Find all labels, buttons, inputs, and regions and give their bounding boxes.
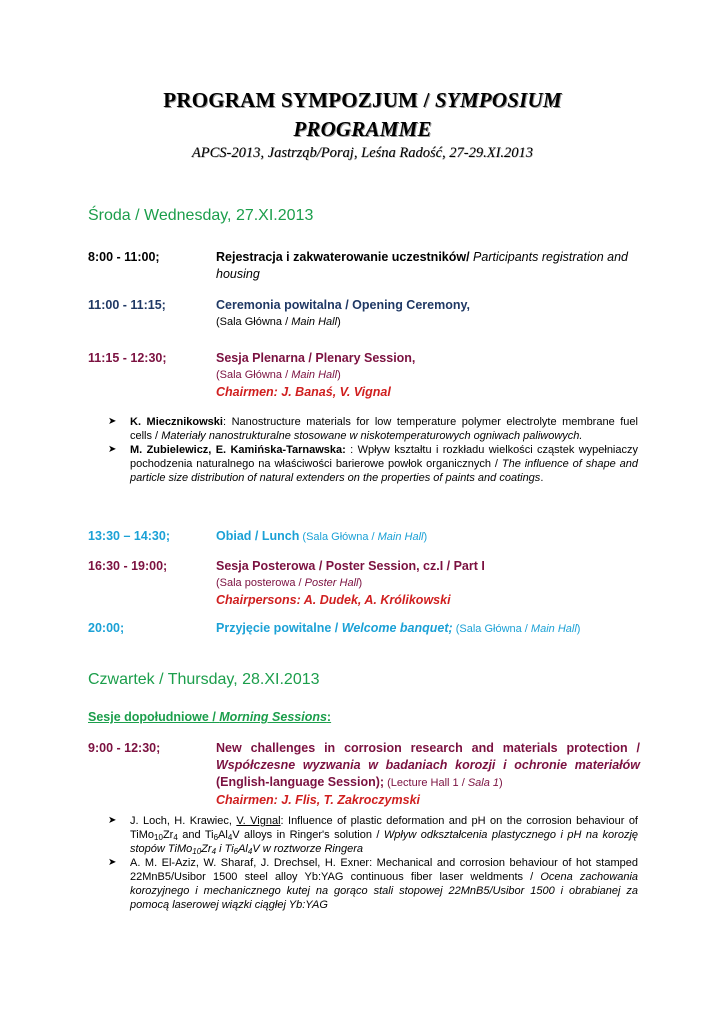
row-body [216,297,640,331]
room-label-pl: Sala 1 [467,777,500,789]
event-title-en: Participants registration and housing [216,250,628,281]
list-item [108,415,638,443]
list-item [108,856,638,912]
row-body [216,740,640,809]
room-end: ) [499,777,503,789]
talk-author: K. Miecznikowski [130,416,223,428]
event-title-en: Welcome banquet; [341,621,453,635]
talk-text: Zr [201,843,212,855]
subscript: 6 [213,833,219,842]
session-title-pl: Współczesne wyzwania w badaniach korozji i ochronie materiałów [216,758,640,772]
room [299,531,427,543]
room-label-en: Main Hall [530,623,577,635]
document-subtitle: APCS-2013, Jastrząb/Poraj, Leśna Radość, 27-29.XI.2013 [191,145,534,161]
talk-presenter: V. Vignal [236,815,281,827]
row-body [216,620,640,638]
section-heading-morning [88,710,331,724]
room-end: ) [337,369,341,381]
time: 13:30 – 14:30; [88,529,171,543]
talk-text-translation: Materiały nanostrukturalne stosowane w niskotemperaturowych ogniwach paliwowych. [161,430,583,442]
arrow-bullet-icon: ➤ [108,416,117,427]
event-title: Sesja Posterowa / Poster Session, cz.I / Part I [216,559,485,573]
talk-text: Al [238,843,248,855]
talk-text: A. M. El-Aziz, W. Sharaf, J. Drechsel, H. Exner: Mechanical and corrosion behaviour of hot stamped 22MnB5/Usibor 1500 steel alloy Yb:YAG continuous fiber laser weldments / [130,857,638,883]
talk-text: Zr [162,829,174,841]
talk-author: M. Zubielewicz, E. Kamińska-Tarnawska: [130,444,346,456]
subscript: 4 [227,833,233,842]
chairmen: Chairmen: J. Banaś, V. Vignal [216,385,391,399]
time: 11:15 - 12:30; [88,351,167,365]
arrow-bullet-icon: ➤ [108,444,117,455]
room [216,575,640,592]
subscript: 4 [211,847,217,856]
title-plain: PROGRAM SYMPOZJUM / [163,88,436,112]
row-body [216,558,640,609]
room-end: ) [358,577,363,589]
talk-text: V w roztworze Ringera [252,843,363,855]
room-label: (Sala Główna / [452,623,531,635]
event-title: Rejestracja i zakwaterowanie uczestników/ [216,250,470,264]
title-italic: SYMPOSIUM [435,88,562,112]
talk-text-translation: The influence of shape and particle size distribution of natural extenders on the properties of paints and coatings [130,458,638,484]
row-body [216,350,640,401]
time: 8:00 - 11:00; [88,250,160,264]
event-title: Przyjęcie powitalne / [216,621,342,635]
day-heading-thursday: Czwartek / Thursday, 28.XI.2013 [88,671,320,688]
room-end: ) [576,623,581,635]
event-title: Sesja Plenarna / Plenary Session, [216,351,416,365]
room-label: (Sala Główna / [216,369,292,381]
room-label-en: Poster Hall [304,577,359,589]
room-label: (Sala posterowa / [216,577,305,589]
chairpersons: Chairpersons: A. Dudek, A. Królikowski [216,593,451,607]
title-line2: PROGRAMME [293,117,432,141]
subscript: 4 [247,847,253,856]
room-label: (Sala Główna / [216,316,292,328]
talk-authors: J. Loch, H. Krawiec, [130,815,237,827]
time: 11:00 - 11:15; [88,298,166,312]
day-heading-wednesday: Środa / Wednesday, 27.XI.2013 [88,207,314,224]
talk-text-translation: Ocena zachowania korozyjnego i mechanicznego kutej na gorąco stali stopowej 22MnB5/Usibor 1500 i obrabianej za pomocą laserowej wiązki ciągłej Yb:YAG [130,871,639,911]
event-title: Ceremonia powitalna / Opening Ceremony, [216,298,470,312]
list-item [108,443,638,485]
session-title-end: (English-language Session); [216,775,385,789]
room-end: ) [423,531,428,543]
row-body [216,528,640,546]
talk-text: : Nanostructure materials for low temperature polymer electrolyte membrane fuel cells / [130,416,638,442]
talk-text: Wpływ odkształcenia plastycznego i pH na korozję stopów TiMo [130,829,638,855]
section-end: : [326,710,332,724]
arrow-bullet-icon: ➤ [108,857,117,868]
arrow-bullet-icon: ➤ [108,815,117,826]
time: 20:00; [88,621,125,635]
time: 16:30 - 19:00; [88,559,168,573]
talk-list-corrosion [108,814,638,912]
talk-list-plenary [108,415,638,485]
talk-text: V alloys in Ringer's solution / [232,829,384,841]
talk-text: and Ti [177,829,214,841]
chairmen: Chairmen: J. Flis, T. Zakroczymski [216,793,421,807]
talk-text: : Wpływ kształtu i rozkładu wielkości cząstek wypełniaczy pochodzenia naturalnego na właściwości barierowe powłok organicznych / [130,444,638,470]
room-label-en: Main Hall [291,369,338,381]
document-title [0,86,725,144]
row-body [216,249,640,283]
subscript: 10 [154,833,163,842]
room [216,314,640,331]
room-label: (Sala Główna / [299,531,378,543]
subscript: 4 [173,833,178,842]
room [453,623,581,635]
section-label: Sesje dopołudniowe / [88,710,220,724]
session-title: New challenges in corrosion research and materials protection / [216,741,640,755]
talk-text: : Influence of plastic deformation and pH on the corrosion behaviour of TiMo [130,815,638,841]
list-item [108,814,638,856]
room-end: ) [337,316,341,328]
section-label-en: Morning Sessions [219,710,327,724]
room [384,777,503,789]
talk-text-end: . [540,472,544,484]
subscript: 10 [192,847,202,856]
talk-text: i Ti [216,843,234,855]
room-label-en: Main Hall [377,531,424,543]
room [216,367,640,384]
room-label-en: Main Hall [291,316,338,328]
room-label: (Lecture Hall 1 / [384,777,468,789]
talk-text: Al [218,829,228,841]
time: 9:00 - 12:30; [88,741,161,755]
subscript: 6 [233,847,239,856]
event-title: Obiad / Lunch [216,529,300,543]
